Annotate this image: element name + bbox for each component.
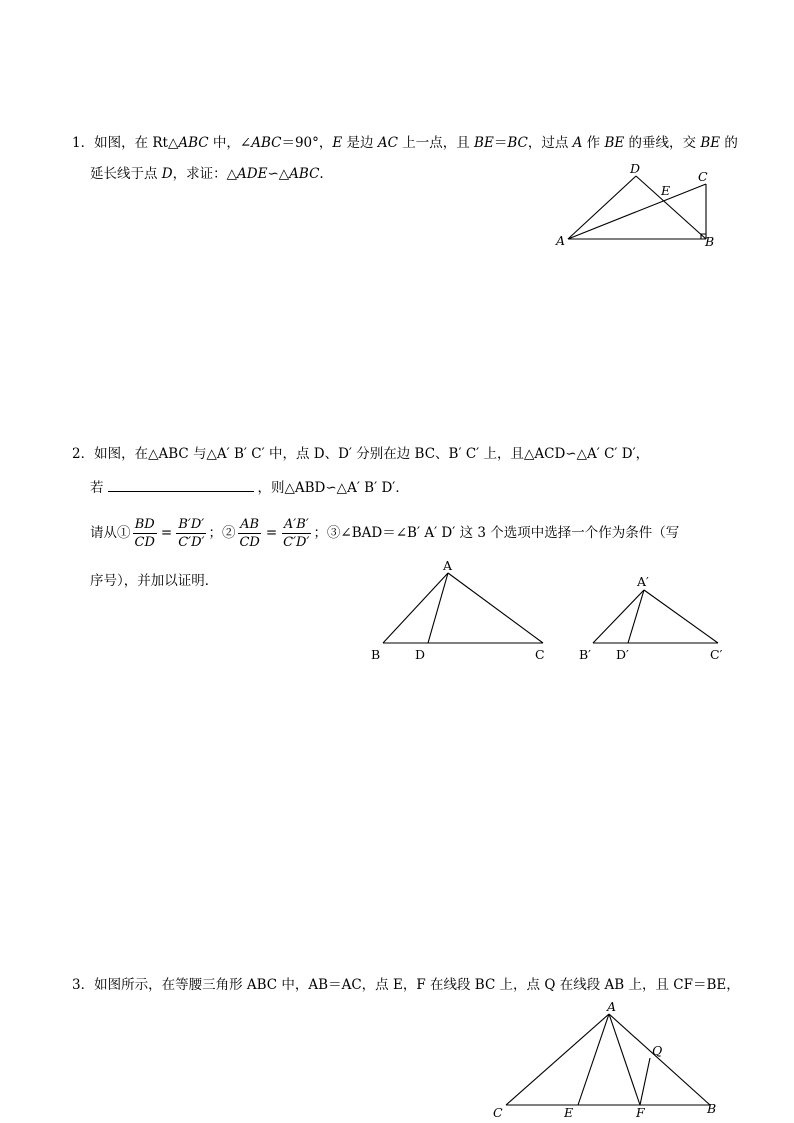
q1-text: 的垂线，交 [624,135,701,151]
q2-text: 如图，在△ABC 与△A′ B′ C′ 中，点 D、D′ 分别在边 BC、B′ C′ 上，且△ACD∽△A′ C′ D′， [94,446,650,462]
q1-text: ，求证：△ [172,166,238,182]
q1-var: ABC [289,166,320,182]
q3-line1 [72,975,740,995]
q1-text: . [319,166,324,182]
q1-text: ＝ [493,135,508,151]
q1-var: A [572,135,583,151]
q2-text: 请从① [90,525,131,541]
q2-segment-AC [448,573,543,643]
q2-number: 2． [72,446,95,462]
q1-text: 作 [582,135,605,151]
q2-line2 [90,477,409,498]
fraction-bd-cd [133,516,157,551]
q1-figure [550,155,730,255]
q1-var: BE [604,135,625,151]
q2-text: ；③∠BAD＝∠B′ A′ D′ 这 3 个选项中选择一个作为条件（写 [313,525,680,541]
q2-line1 [72,444,649,464]
q1-var: D [161,166,173,182]
q3-segment-FQ [640,1058,650,1105]
frac-numerator: A′B′ [283,516,309,532]
q1-text: 中，∠ [208,135,252,151]
q1-label-C: C [698,169,708,184]
q1-text: ，过点 [527,135,573,151]
frac-denominator: C′D′ [178,534,205,550]
q2-label-B: B [371,647,381,662]
q1-line2 [90,164,324,184]
q2-text: ，则△ABD∽△A′ B′ D′． [257,480,409,496]
q2-label-D-prime: D′ [616,647,629,662]
equals-sign: = [160,525,173,541]
q1-var: E [332,135,343,151]
frac-denominator: CD [239,534,260,550]
frac-numerator: BD [134,516,155,532]
frac-numerator: B′D′ [178,516,205,532]
q1-label-D: D [630,161,641,176]
q1-var: BE [700,135,721,151]
q2-label-C-prime: C′ [710,647,723,662]
q3-label-F: F [636,1105,645,1120]
q1-var: ABC [178,135,209,151]
q1-text: 的 [720,135,738,151]
q1-text: 延长线于点 [90,166,162,182]
q1-label-E: E [661,183,671,198]
q1-text: 上一点，且 [397,135,475,151]
q2-label-B-prime: B′ [579,647,592,662]
q1-var: ADE [237,166,268,182]
q2-text: ；② [208,525,236,541]
q2-text: 序号），并加以证明． [90,573,219,589]
q2-label-A: A [443,558,453,573]
q1-label-B: B [705,234,715,249]
answer-blank[interactable] [108,477,254,492]
q3-label-Q: Q [652,1043,663,1058]
q2-label-D: D [415,647,426,662]
q1-number: 1． [72,135,95,151]
q1-label-A: A [556,233,566,248]
q1-var: ABC [251,135,282,151]
q3-label-B: B [707,1101,717,1116]
frac-denominator: C′D′ [283,534,310,550]
q1-line1 [72,133,738,153]
q1-segment-AD [568,176,636,239]
frac-numerator: AB [240,516,260,532]
q1-var: BC [507,135,528,151]
q2-label-A-prime: A′ [637,574,649,589]
q2-line3 [90,513,679,553]
q3-label-C: C [493,1105,503,1120]
q1-var: AC [377,135,398,151]
q1-text: ＝90°， [281,135,333,151]
q2-figure-right [574,566,734,666]
q3-number: 3． [72,977,95,993]
q3-label-A: A [607,1000,617,1014]
q1-var: BE [474,135,494,151]
q2-line4 [90,571,218,591]
q2-segment-A2C2 [644,590,718,643]
q1-text: ∽△ [267,166,290,182]
frac-denominator: CD [134,534,155,550]
fraction-ab-cd-prime [281,516,311,551]
equals-sign: = [265,525,278,541]
q2-label-C: C [535,647,545,662]
q3-figure [488,1000,728,1123]
q3-text: 如图所示，在等腰三角形 ABC 中，AB＝AC，点 E，F 在线段 BC 上，点 Q 在线段 AB 上，且 CF＝BE， [94,977,740,993]
q1-text: 是边 [342,135,378,151]
q2-figure-left [366,556,556,666]
q1-text: 如图，在 Rt△ [94,135,179,151]
q2-text: 若 [90,480,104,496]
fraction-bd-cd-prime [176,516,206,551]
fraction-ab-cd [237,516,261,551]
q3-label-E: E [564,1105,574,1120]
q1-segment-AC [568,184,706,239]
